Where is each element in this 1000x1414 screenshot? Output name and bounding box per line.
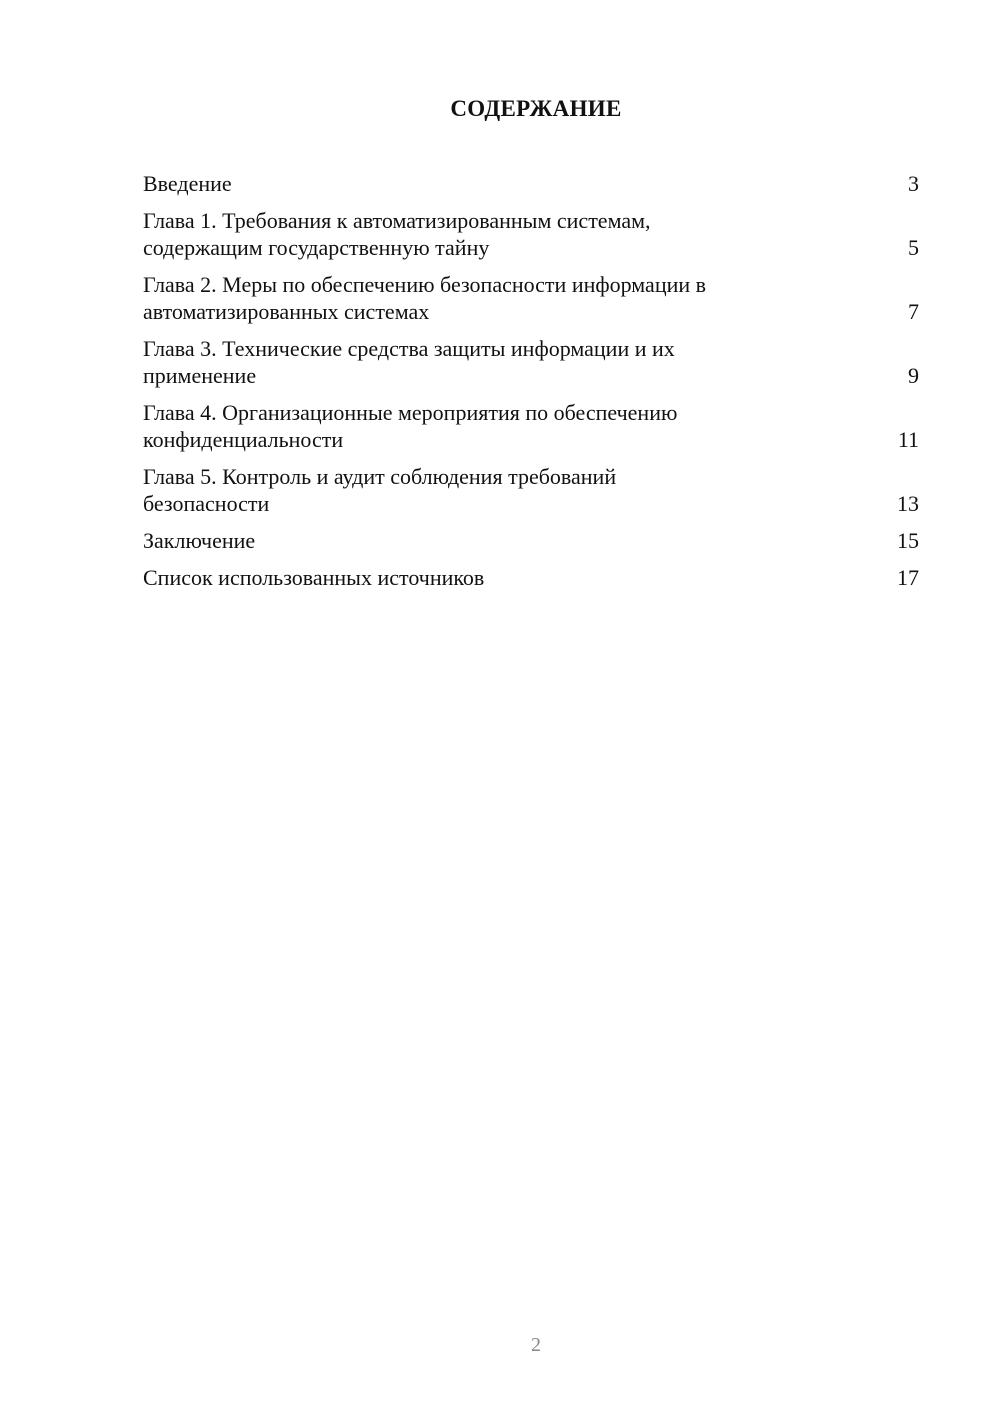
toc-entry-text: Заключение	[143, 528, 256, 553]
toc-entry-page: 7	[908, 299, 919, 324]
toc-entry-text: Глава 5. Контроль и аудит соблюдения требований безопасности	[143, 464, 617, 516]
toc-entry-page: 13	[897, 491, 919, 516]
toc-entry-text: Глава 3. Технические средства защиты информации и их применение	[143, 336, 675, 388]
toc-entry-page: 17	[897, 565, 919, 590]
toc-entry-chapter-1[interactable]	[143, 207, 919, 261]
toc-entry-text: Глава 4. Организационные мероприятия по обеспечению конфиденциальности	[143, 400, 678, 452]
toc-entry-text: Глава 1. Требования к автоматизированным системам, содержащим государственную тайну	[143, 208, 651, 260]
toc-entry-page: 9	[908, 363, 919, 388]
toc-entry-chapter-2[interactable]	[143, 271, 919, 325]
toc-entry-page: 3	[908, 171, 919, 196]
toc-entry-chapter-5[interactable]	[143, 463, 919, 517]
page-number: 2	[531, 1334, 541, 1356]
toc-entry-conclusion[interactable]	[143, 527, 919, 554]
toc-entry-text: Введение	[143, 171, 232, 196]
toc-entry-page: 15	[897, 528, 919, 553]
toc-entry-chapter-4[interactable]	[143, 399, 919, 453]
toc-entry-introduction[interactable]	[143, 170, 919, 197]
toc-entry-text: Список использованных источников	[143, 565, 485, 590]
toc-entry-references[interactable]	[143, 564, 919, 591]
toc-entry-chapter-3[interactable]	[143, 335, 919, 389]
toc-entry-text: Глава 2. Меры по обеспечению безопасности информации в автоматизированных системах	[143, 272, 707, 324]
page-title: СОДЕРЖАНИЕ	[450, 96, 622, 121]
table-of-contents	[143, 170, 919, 601]
toc-entry-page: 5	[908, 235, 919, 260]
toc-entry-page: 11	[897, 427, 919, 452]
